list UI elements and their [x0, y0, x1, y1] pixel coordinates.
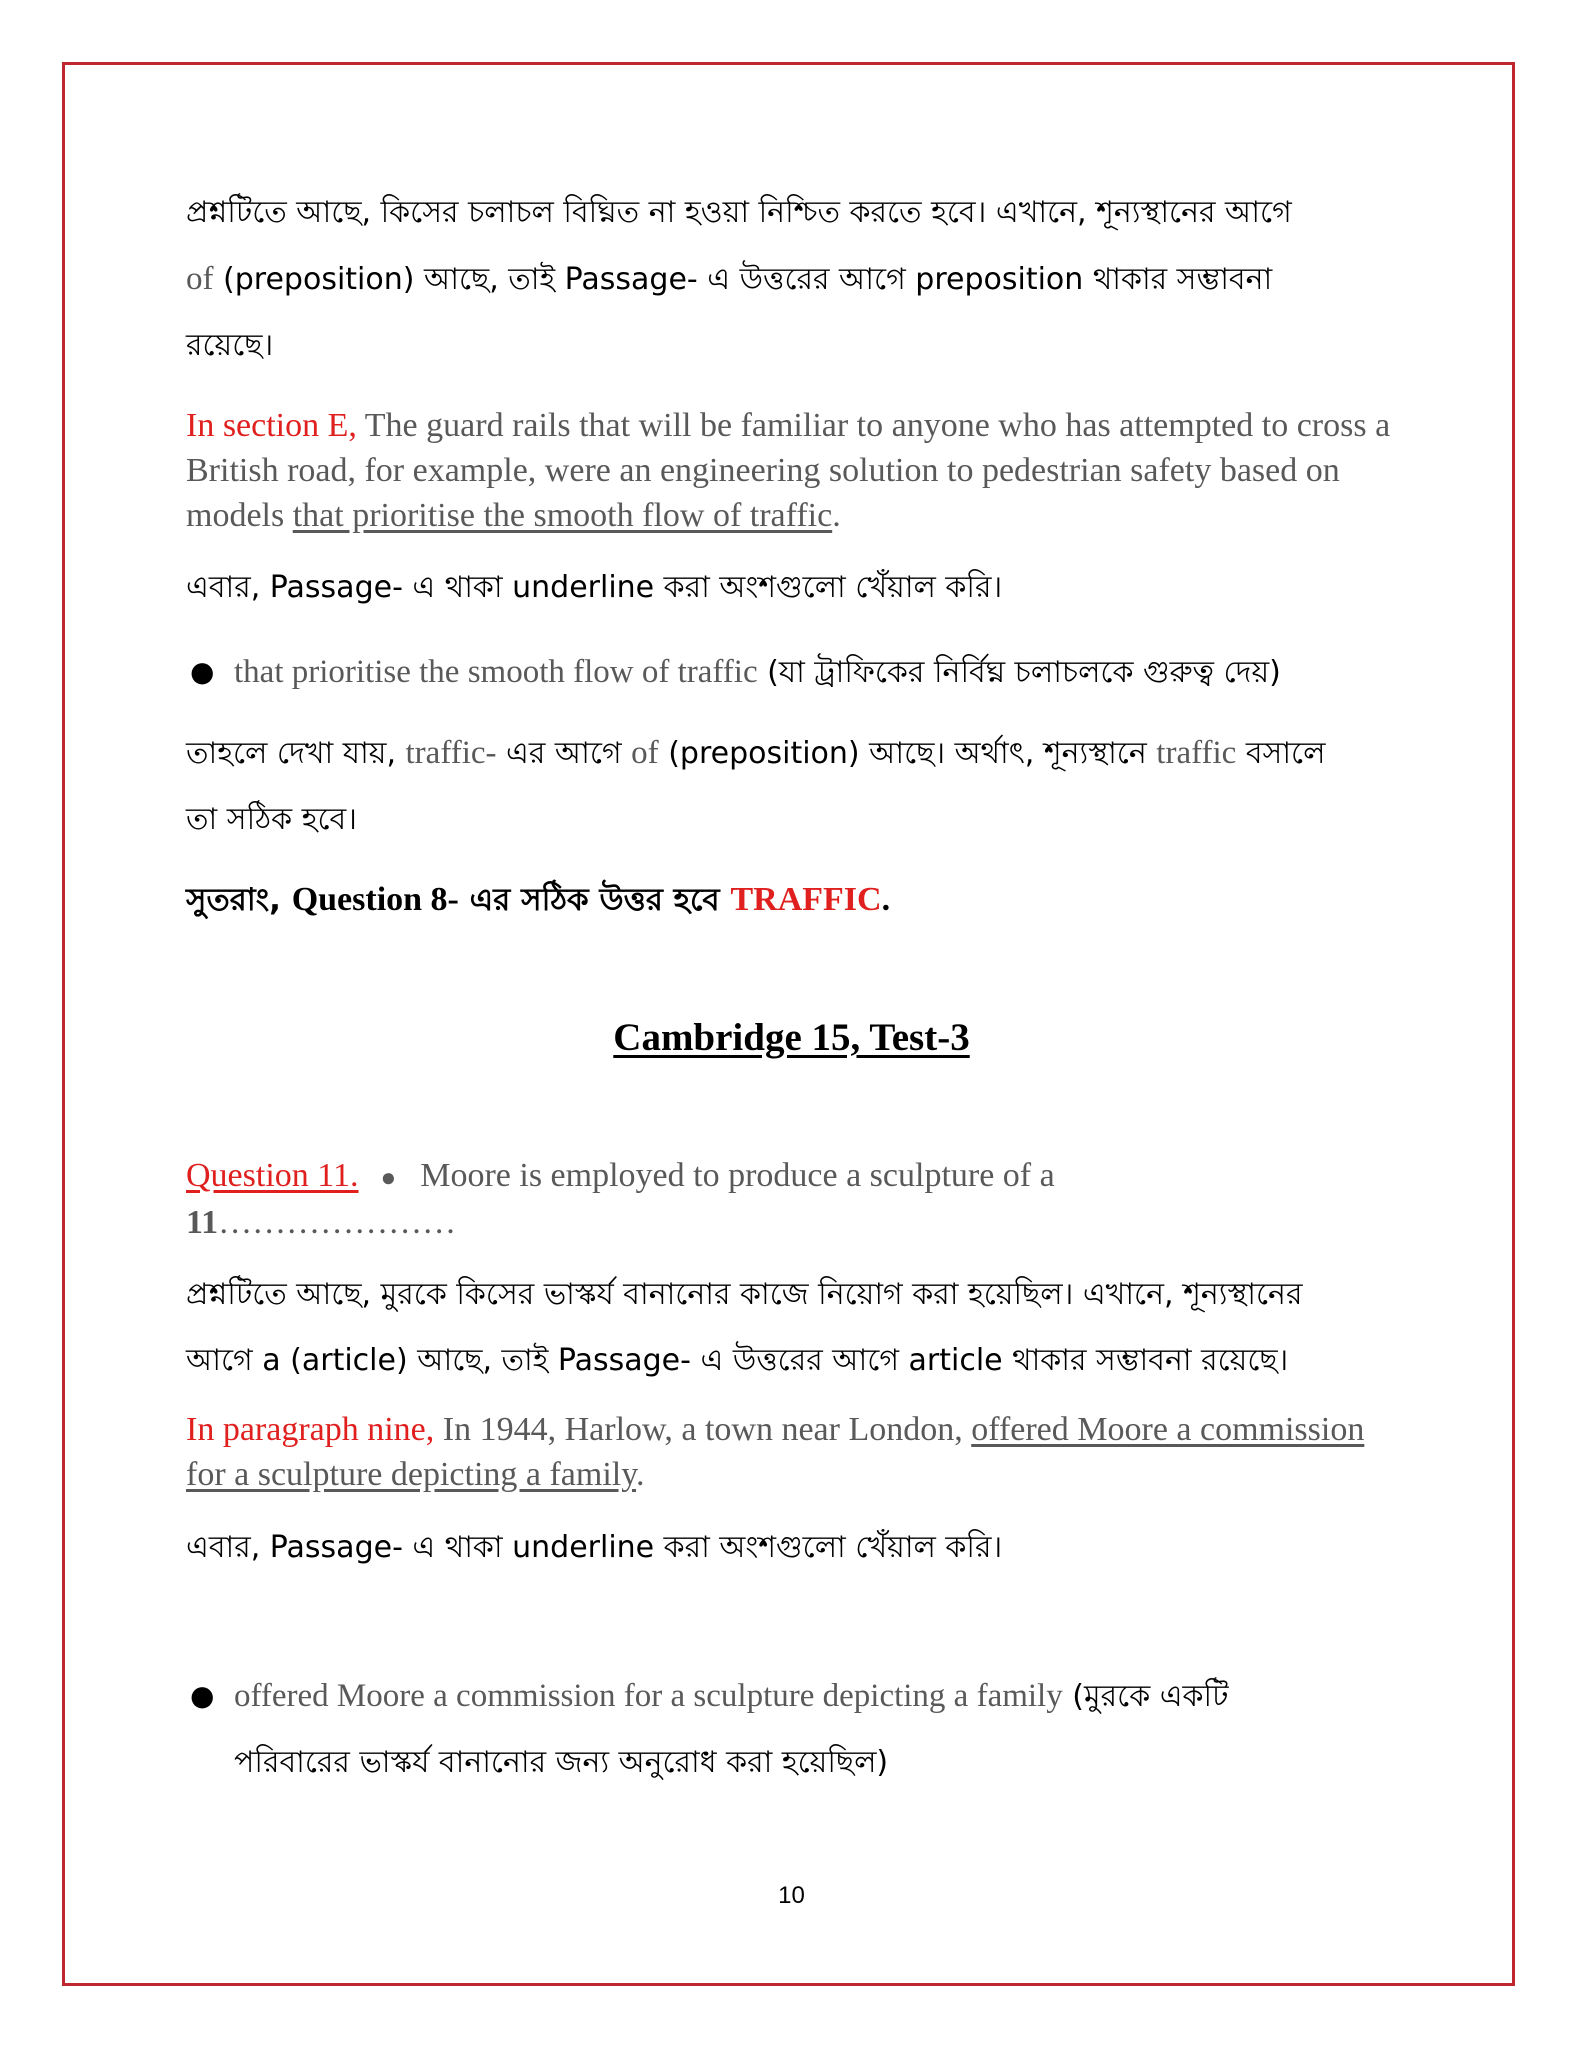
instruction-text: এবার, Passage- এ থাকা underline করা অংশগুলো খেঁয়াল করি। — [186, 1530, 1003, 1565]
conclusion-line: তা সঠিক হবে। — [186, 802, 357, 837]
section-heading: Cambridge 15, Test-3 — [613, 1016, 970, 1059]
page-number: 10 — [778, 1882, 805, 1909]
bullet-icon: ● — [190, 655, 215, 688]
question-line: Question 11. ● Moore is employed to produce a sculpture of a — [186, 1157, 1055, 1194]
explanation-line: of (preposition) আছে, তাই Passage- এ উত্তরের আগে preposition থাকার সম্ভাবনা — [186, 261, 1273, 297]
underlined-phrase: offered Moore a commission for a sculpture depicting a family — [186, 1411, 1365, 1493]
question-label: Question 11. — [186, 1157, 359, 1194]
explanation-line: প্রশ্নটিতে আছে, কিসের চলাচল বিঘ্নিত না হওয়া নিশ্চিত করতে হবে। এখানে, শূন্যস্থানের আগে — [186, 195, 1292, 230]
answer-statement: সুতরাং, Question 8- এর সঠিক উত্তর হবে TRAFFIC. — [186, 881, 891, 918]
list-item: ● that prioritise the smooth flow of traffic (যা ট্রাফিকের নির্বিঘ্ন চলাচলকে গুরুত্ব দেয়) — [186, 639, 1449, 706]
underlined-phrase: that prioritise the smooth flow of traffic — [292, 497, 833, 534]
conclusion-text — [186, 720, 1401, 853]
instruction-text: এবার, Passage- এ থাকা underline করা অংশগুলো খেঁয়াল করি। — [186, 570, 1003, 605]
explanation-line: রয়েছে। — [186, 328, 274, 363]
passage-section-label: In paragraph nine, — [186, 1411, 435, 1448]
explanation-line: আগে a (article) আছে, তাই Passage- এ উত্তরের আগে article থাকার সম্ভাবনা রয়েছে। — [186, 1343, 1289, 1378]
passage-section-label: In section E, — [186, 407, 357, 444]
question-blank: 11………………… — [186, 1204, 457, 1241]
list-item-line: পরিবারের ভাস্কর্য বানানোর জন্য অনুরোধ করা হয়েছিল) — [234, 1745, 889, 1780]
explanation-line: প্রশ্নটিতে আছে, মুরকে কিসের ভাস্কর্য বানানোর কাজে নিয়োগ করা হয়েছিল। এখানে, শূন্যস্থানের — [186, 1277, 1303, 1312]
passage-excerpt-2: In paragraph nine, In 1944, Harlow, a town near London, offered Moore a commission for a sculpture depicting a family. — [186, 1411, 1365, 1493]
answer-value: TRAFFIC — [730, 881, 882, 918]
list-item-line: offered Moore a commission for a sculpture depicting a family (মুরকে একটি — [234, 1678, 1229, 1714]
conclusion-line: তাহলে দেখা যায়, traffic- এর আগে of (preposition) আছে। অর্থাৎ, শূন্যস্থানে traffic বসালে — [186, 735, 1326, 771]
question-explanation-1 — [186, 180, 1401, 379]
list-item — [186, 1663, 1449, 1796]
question-11 — [186, 1153, 1401, 1245]
bullet-icon: ● — [380, 1163, 397, 1192]
question-explanation-2 — [186, 1262, 1401, 1394]
bullet-icon: ● — [190, 1679, 215, 1712]
passage-excerpt-1: In section E, The guard rails that will be familiar to anyone who has attempted to cross a British road, for example, were an engineering solution to pedestrian safety based on models that prioritise the smooth flow of traffic. — [186, 407, 1391, 534]
